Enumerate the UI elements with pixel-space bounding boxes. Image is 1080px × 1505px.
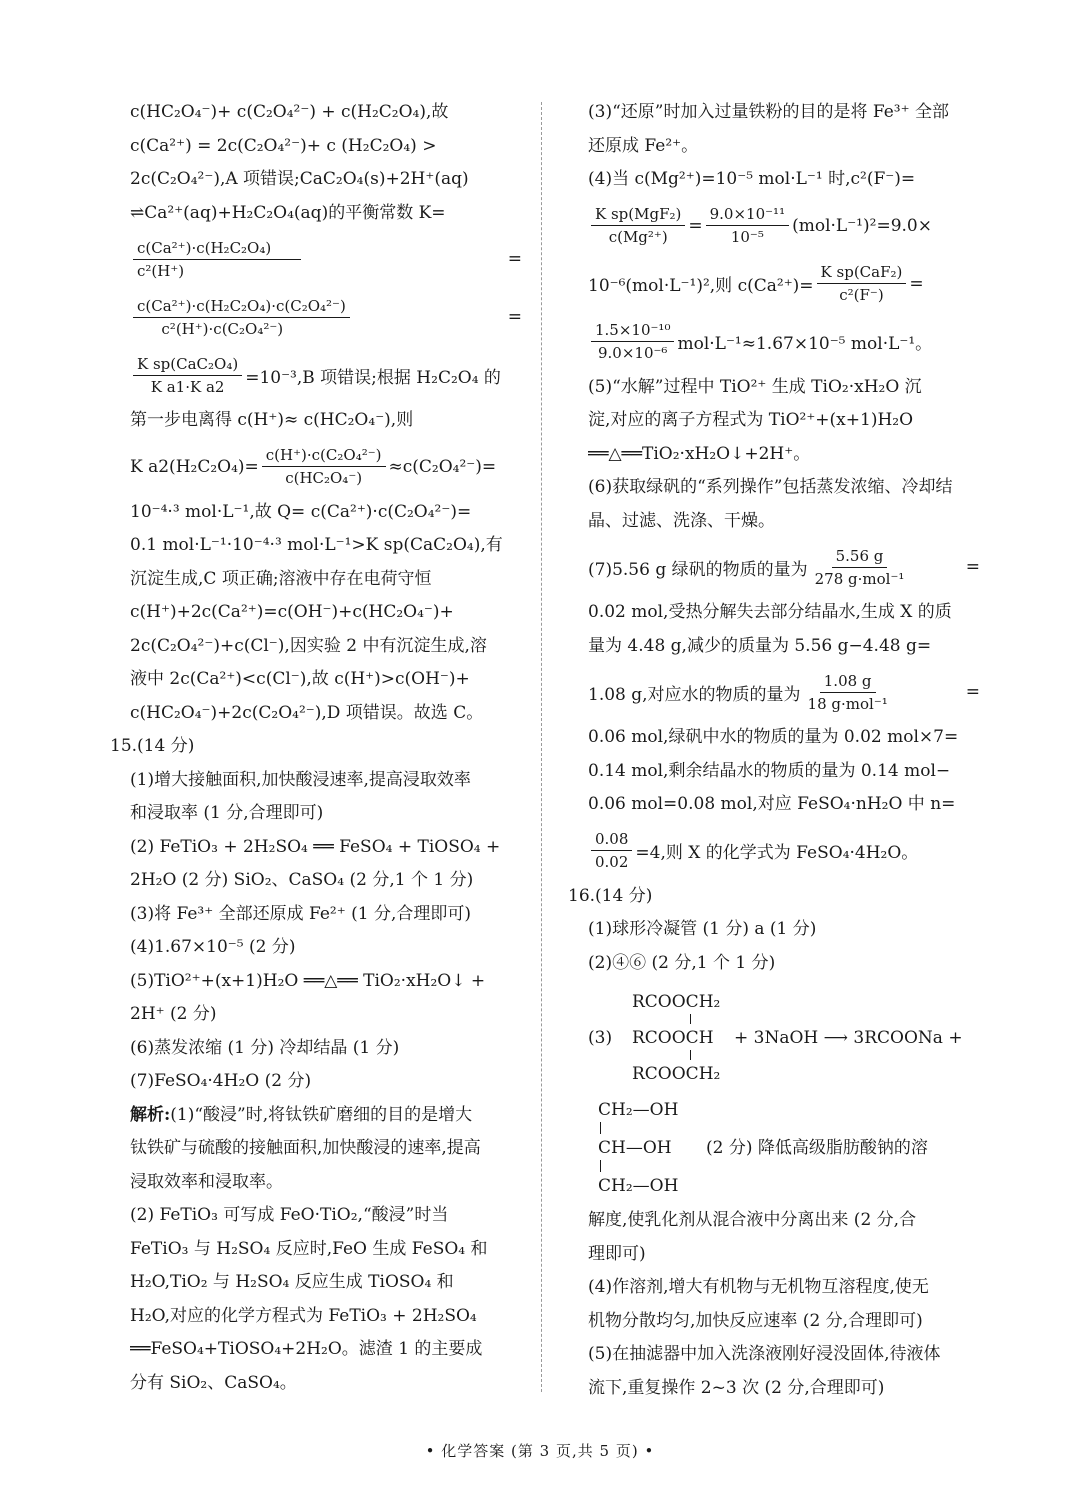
text-line: ══△══TiO₂·xH₂O↓+2H⁺。 [588, 443, 811, 464]
glycerol-structure [588, 1092, 980, 1204]
caf2-fraction [588, 255, 980, 313]
text-line: 0.1 mol·L⁻¹·10⁻⁴·³ mol·L⁻¹>K sp(CaC₂O₄),有 [130, 535, 503, 555]
answer-line: 2H⁺ (2 分) [130, 1004, 217, 1024]
equilibrium-fraction-3 [130, 346, 522, 404]
text-inline: 1.08 g,对应水的物质的量为 [588, 684, 801, 705]
equals-sign: = [507, 249, 522, 269]
text-inline: = [909, 273, 924, 294]
analysis-line: 浸取效率和浸取率。 [130, 1171, 283, 1192]
fraction-denominator: 10⁻⁵ [730, 228, 764, 246]
fraction-numerator: c(Ca²⁺)·c(H₂C₂O₄) [133, 237, 301, 260]
n-fraction [588, 822, 980, 880]
fraction-numerator: K sp(MgF₂) [591, 203, 685, 226]
answer-line: (1)球形冷凝管 (1 分) a (1 分) [588, 919, 817, 939]
right-column [568, 96, 980, 1405]
ester-group: RCOOCH₂ [632, 992, 721, 1012]
text-line: (5)在抽滤器中加入洗涤液刚好浸没固体,待液体 [588, 1344, 941, 1364]
equilibrium-fraction-1 [130, 230, 522, 288]
text-inline: ≈c(C₂O₄²⁻)= [388, 456, 497, 477]
part-label: (3) [588, 1028, 613, 1048]
text-inline: =4,则 X 的化学式为 FeSO₄·4H₂O。 [635, 843, 919, 863]
ester-group: RCOOCH [632, 1028, 714, 1048]
page-footer: • 化学答案 (第 3 页,共 5 页) • [425, 1442, 655, 1460]
fraction-denominator: 278 g·mol⁻¹ [814, 569, 905, 588]
fraction-denominator: 0.02 [595, 853, 629, 871]
text-line: 0.06 mol=0.08 mol,对应 FeSO₄·nH₂O 中 n= [588, 794, 956, 814]
text-line: 理即可) [588, 1243, 646, 1264]
text-line: 第一步电离得 c(H⁺)≈ c(HC₂O₄⁻),则 [130, 410, 414, 430]
text-line: 机物分散均匀,加快反应速率 (2 分,合理即可) [588, 1310, 923, 1331]
ka2-fraction [130, 438, 522, 496]
column-divider [541, 102, 542, 1392]
text-line: 0.14 mol,剩余结晶水的物质的量为 0.14 mol− [588, 760, 951, 781]
text-inline: (1)“酸浸”时,将钛铁矿磨细的目的是增大 [170, 1104, 473, 1125]
answer-line: (2)④⑥ (2 分,1 个 1 分) [588, 952, 776, 973]
fraction-numerator: 9.0×10⁻¹¹ [706, 203, 789, 226]
answer-line: (4)1.67×10⁻⁵ (2 分) [130, 937, 296, 957]
fraction-numerator: K sp(CaF₂) [817, 261, 907, 284]
fraction-numerator: 1.08 g [820, 670, 876, 693]
text-line: 10⁻⁴·³ mol·L⁻¹,故 Q= c(Ca²⁺)·c(C₂O₄²⁻)= [130, 501, 472, 522]
fraction-numerator: 0.08 [591, 828, 632, 851]
answer-line: (6)蒸发浓缩 (1 分) 冷却结晶 (1 分) [130, 1037, 400, 1058]
text-line: 液中 2c(Ca²⁺)<c(Cl⁻),故 c(H⁺)>c(OH⁻)+ [130, 669, 470, 689]
mgf2-fraction [588, 197, 980, 255]
text-line: (6)获取绿矾的“系列操作”包括蒸发浓缩、冷却结 [588, 477, 953, 497]
analysis-line [130, 1099, 522, 1133]
text-inline: =10⁻³,B 项错误;根据 H₂C₂O₄ 的 [245, 367, 501, 388]
glycerol-group: CH—OH [598, 1138, 672, 1158]
text-line: 量为 4.48 g,减少的质量为 5.56 g−4.48 g= [588, 635, 932, 656]
fraction-denominator: K a1·K a2 [150, 377, 225, 396]
equals-sign: = [965, 682, 980, 702]
analysis-label: 解析: [130, 1104, 171, 1125]
answer-line: (2) FeTiO₃ + 2H₂SO₄ ══ FeSO₄ + TiOSO₄ + [130, 836, 501, 857]
answer-line: (7)FeSO₄·4H₂O (2 分) [130, 1071, 312, 1091]
analysis-line: 钛铁矿与硫酸的接触面积,加快酸浸的速率,提高 [130, 1138, 481, 1158]
text-line: 淀,对应的离子方程式为 TiO²⁺+(x+1)H₂O [588, 410, 914, 430]
ester-group: RCOOCH₂ [632, 1064, 721, 1084]
fraction-numerator: c(H⁺)·c(C₂O₄²⁻) [262, 444, 386, 467]
text-line: (4)作溶剂,增大有机物与无机物互溶程度,使无 [588, 1277, 929, 1297]
fraction-numerator: 5.56 g [832, 545, 888, 568]
answer-line: (3)将 Fe³⁺ 全部还原成 Fe²⁺ (1 分,合理即可) [130, 903, 472, 924]
text-line: c(H⁺)+2c(Ca²⁺)=c(OH⁻)+c(HC₂O₄⁻)+ [130, 602, 454, 622]
text-line: 沉淀生成,C 项正确;溶液中存在电荷守恒 [130, 568, 432, 589]
result-fraction [588, 313, 980, 371]
equilibrium-fraction-2 [130, 288, 522, 346]
analysis-line: H₂O,TiO₂ 与 H₂SO₄ 反应生成 TiOSO₄ 和 [130, 1272, 454, 1292]
glycerol-group: CH₂—OH [598, 1100, 679, 1120]
analysis-line: (2) FeTiO₃ 可写成 FeO·TiO₂,“酸浸”时当 [130, 1205, 449, 1225]
text-inline: K a2(H₂C₂O₄)= [130, 456, 259, 477]
question-15-heading: 15.(14 分) [110, 736, 195, 756]
fraction-numerator: c(Ca²⁺)·c(H₂C₂O₄)·c(C₂O₄²⁻) [133, 295, 350, 318]
analysis-line: FeTiO₃ 与 H₂SO₄ 反应时,FeO 生成 FeSO₄ 和 [130, 1238, 488, 1259]
text-line: (4)当 c(Mg²⁺)=10⁻⁵ mol·L⁻¹ 时,c²(F⁻)= [588, 169, 916, 189]
text-line: 流下,重复操作 2~3 次 (2 分,合理即可) [588, 1377, 885, 1398]
text-inline: (mol·L⁻¹)²=9.0× [792, 215, 932, 236]
greenvitriol-fraction [588, 538, 980, 596]
reaction-rhs: + 3NaOH ⟶ 3RCOONa + [734, 1028, 963, 1048]
fraction-denominator: c(Mg²⁺) [608, 228, 668, 246]
text-line: 2c(C₂O₄²⁻),A 项错误;CaC₂O₄(s)+2H⁺(aq) [130, 169, 469, 189]
text-line: 晶、过滤、洗涤、干燥。 [588, 510, 775, 531]
fraction-denominator: c²(H⁺) [137, 261, 185, 280]
text-line: 2c(C₂O₄²⁻)+c(Cl⁻),因实验 2 中有沉淀生成,溶 [130, 635, 487, 656]
text-line: (5)“水解”过程中 TiO²⁺ 生成 TiO₂·xH₂O 沉 [588, 376, 922, 397]
text-inline: (7)5.56 g 绿矾的物质的量为 [588, 559, 808, 580]
answer-line: 2H₂O (2 分) SiO₂、CaSO₄ (2 分,1 个 1 分) [130, 870, 474, 890]
left-column [110, 96, 522, 1400]
answer-line: (5)TiO²⁺+(x+1)H₂O ══△══ TiO₂·xH₂O↓ + [130, 970, 486, 991]
fraction-denominator: 18 g·mol⁻¹ [807, 694, 888, 713]
text-line: c(HC₂O₄⁻)+2c(C₂O₄²⁻),D 项错误。故选 C。 [130, 702, 484, 723]
fraction-denominator: 9.0×10⁻⁶ [598, 344, 668, 362]
fraction-numerator: 1.5×10⁻¹⁰ [591, 319, 674, 342]
text-line: (3)“还原”时加入过量铁粉的目的是将 Fe³⁺ 全部 [588, 102, 949, 122]
text-inline: (2 分) 降低高级脂肪酸钠的溶 [706, 1138, 928, 1158]
triglyceride-structure [588, 984, 980, 1092]
equals-sign: = [965, 557, 980, 577]
equals-sign: = [507, 307, 522, 327]
glycerol-group: CH₂—OH [598, 1176, 679, 1196]
text-inline: 10⁻⁶(mol·L⁻¹)²,则 c(Ca²⁺)= [588, 276, 814, 296]
text-line: 0.02 mol,受热分解失去部分结晶水,生成 X 的质 [588, 602, 952, 622]
question-16-heading: 16.(14 分) [568, 885, 653, 906]
equals-sign: = [688, 215, 703, 236]
text-line: 还原成 Fe²⁺。 [588, 135, 699, 156]
text-inline: mol·L⁻¹≈1.67×10⁻⁵ mol·L⁻¹。 [677, 334, 933, 354]
fraction-numerator: K sp(CaC₂O₄) [133, 353, 242, 376]
analysis-line: H₂O,对应的化学方程式为 FeTiO₃ + 2H₂SO₄ [130, 1305, 477, 1326]
text-line: c(Ca²⁺) = 2c(C₂O₄²⁻)+ c (H₂C₂O₄) > [130, 135, 437, 156]
text-line: c(HC₂O₄⁻)+ c(C₂O₄²⁻) + c(H₂C₂O₄),故 [130, 102, 449, 122]
analysis-line: ══FeSO₄+TiOSO₄+2H₂O。滤渣 1 的主要成 [130, 1339, 483, 1359]
text-line: 解度,使乳化剂从混合液中分离出来 (2 分,合 [588, 1210, 917, 1230]
text-line: ⇌Ca²⁺(aq)+H₂C₂O₄(aq)的平衡常数 K= [130, 202, 446, 223]
water-fraction [588, 663, 980, 721]
fraction-denominator: c²(F⁻) [839, 286, 884, 304]
fraction-denominator: c²(H⁺)·c(C₂O₄²⁻) [161, 319, 284, 338]
fraction-denominator: c(HC₂O₄⁻) [285, 469, 363, 487]
answer-line: 和浸取率 (1 分,合理即可) [130, 803, 324, 823]
answer-line: (1)增大接触面积,加快酸浸速率,提高浸取效率 [130, 769, 471, 790]
analysis-line: 分有 SiO₂、CaSO₄。 [130, 1372, 297, 1393]
text-line: 0.06 mol,绿矾中水的物质的量为 0.02 mol×7= [588, 727, 959, 747]
